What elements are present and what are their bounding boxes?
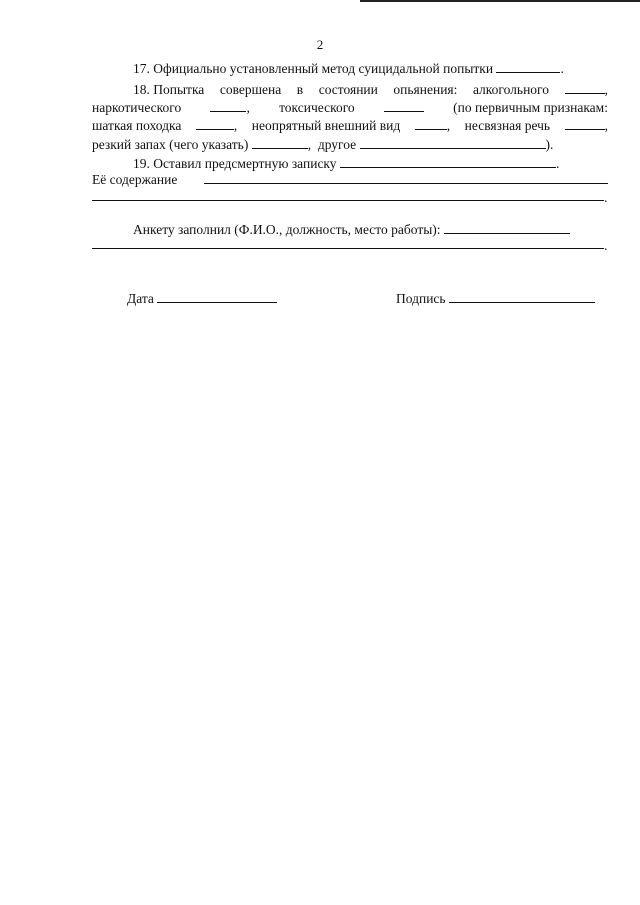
- item-19-text: 19. Оставил предсмертную записку: [133, 156, 337, 171]
- sharp-smell-blank[interactable]: [252, 137, 308, 149]
- narcotic-blank[interactable]: [210, 100, 246, 112]
- date-blank[interactable]: [157, 291, 277, 303]
- incoherent-speech-blank[interactable]: [565, 118, 605, 130]
- primary-signs-label: (по первичным признакам:: [453, 100, 608, 115]
- item-18-word: опьянения:: [393, 82, 458, 97]
- date-row: [127, 291, 277, 307]
- page-number: 2: [316, 37, 324, 52]
- signature-row: [396, 291, 595, 307]
- item-19-period: .: [555, 156, 560, 171]
- item-18-line-3: [92, 118, 608, 134]
- closing-paren: ).: [545, 137, 554, 152]
- item-18-word: совершена: [219, 82, 282, 97]
- comma: ,: [246, 100, 250, 115]
- note-content-row: [92, 172, 608, 188]
- date-label: Дата: [127, 291, 154, 306]
- filled-by-blank[interactable]: [444, 222, 570, 234]
- comma: ,: [307, 137, 312, 152]
- item-17-text: 17. Официально установленный метод суицидальной попытки: [133, 61, 494, 76]
- note-content-line-1[interactable]: [204, 183, 608, 184]
- other-blank[interactable]: [360, 137, 546, 149]
- item-18-word: 18. Попытка: [133, 82, 205, 97]
- untidy-look-blank[interactable]: [415, 118, 447, 130]
- other-label: другое: [317, 137, 357, 152]
- item-18-line-4: [92, 137, 608, 153]
- item-18-word: алкогольного: [472, 82, 550, 97]
- toxic-blank[interactable]: [384, 100, 424, 112]
- scan-edge-line: [360, 0, 640, 2]
- item-18-line-1: [133, 82, 608, 98]
- item-17: [133, 61, 608, 77]
- filled-by-row: [133, 222, 608, 238]
- unsteady-gait-label: шаткая походка: [92, 118, 182, 133]
- comma: ,: [604, 82, 608, 97]
- filled-by-period: .: [604, 238, 608, 253]
- narcotic-label: наркотического: [92, 100, 182, 115]
- alcoholic-blank[interactable]: [565, 82, 605, 94]
- comma: ,: [446, 118, 451, 133]
- incoherent-speech-label: несвязная речь: [464, 118, 551, 133]
- suicide-note-blank[interactable]: [340, 156, 556, 168]
- item-17-method-blank[interactable]: [496, 61, 560, 73]
- item-18-word: состоянии: [318, 82, 378, 97]
- sharp-smell-label: резкий запах (чего указать): [92, 137, 249, 152]
- toxic-label: токсического: [279, 100, 355, 115]
- note-content-period: .: [604, 190, 608, 205]
- note-content-label: Её содержание: [92, 172, 178, 187]
- filled-by-line-2[interactable]: [92, 248, 604, 249]
- comma: ,: [233, 118, 238, 133]
- item-17-period: .: [560, 61, 564, 76]
- note-content-line-2[interactable]: [92, 200, 604, 201]
- filled-by-label: Анкету заполнил (Ф.И.О., должность, место работы):: [133, 222, 441, 237]
- item-18-line-2: [92, 100, 608, 116]
- unsteady-gait-blank[interactable]: [196, 118, 234, 130]
- signature-label: Подпись: [396, 291, 446, 306]
- comma: ,: [604, 118, 608, 133]
- untidy-look-label: неопрятный внешний вид: [251, 118, 401, 133]
- signature-blank[interactable]: [449, 291, 595, 303]
- item-19: [133, 156, 608, 172]
- item-18-word: в: [296, 82, 304, 97]
